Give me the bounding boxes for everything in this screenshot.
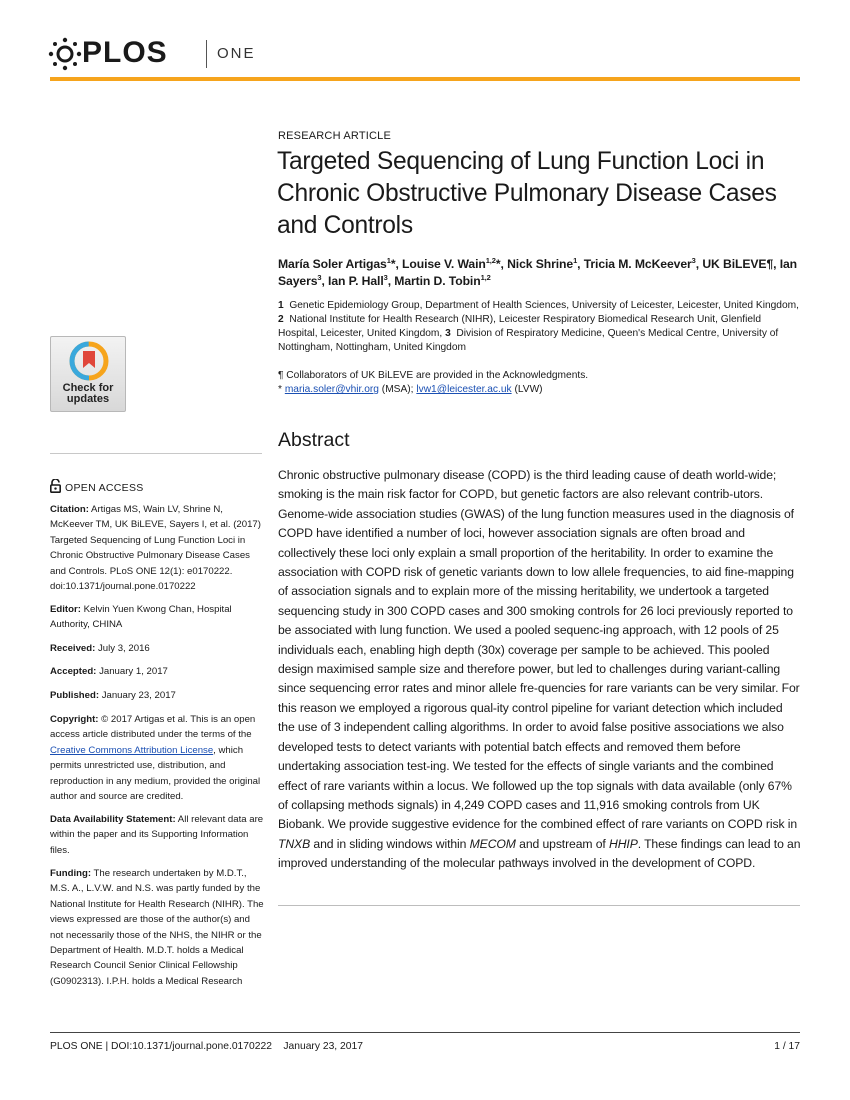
affiliation-text: Division of Respiratory Medicine, Queen's Medical Centre, University of Nottingham, Nottingham, United Kingdom bbox=[278, 328, 779, 353]
author-affiliation-mark: 1 bbox=[386, 255, 391, 265]
author-name: Louise V. Wain bbox=[402, 257, 486, 271]
author-affiliation-mark: 3 bbox=[383, 272, 388, 282]
author-name: Ian P. Hall bbox=[328, 274, 384, 288]
copyright-block: Copyright: © 2017 Artigas et al. This is an open access article distributed under the terms of the Creative Commons Attribution License, which permits unrestricted use, distribution, and reproduction in any medium, provided the original author and source are credited. bbox=[50, 714, 261, 803]
email-link-msa[interactable]: maria.soler@vhir.org bbox=[284, 384, 379, 395]
accepted-block: Accepted: January 1, 2017 bbox=[50, 666, 168, 677]
header-rule bbox=[50, 77, 800, 81]
published-block: Published: January 23, 2017 bbox=[50, 690, 176, 701]
check-for-updates-button[interactable] bbox=[50, 336, 126, 412]
author-affiliation-mark: 1,2 bbox=[480, 272, 491, 282]
author-name: Ian Sayers bbox=[278, 257, 798, 288]
affiliation-number: 2 bbox=[278, 314, 284, 325]
footer-citation: PLOS ONE | DOI:10.1371/journal.pone.0170222 January 23, 2017 bbox=[50, 1041, 363, 1052]
abstract-heading: Abstract bbox=[278, 429, 350, 451]
author-affiliation-mark: 3 bbox=[317, 272, 322, 282]
plos-sun-icon bbox=[48, 37, 82, 71]
author-name: María Soler Artigas bbox=[278, 257, 387, 271]
sidebar-rule bbox=[50, 453, 262, 454]
collaborators-note bbox=[278, 369, 802, 397]
journal-name: ONE bbox=[217, 45, 256, 62]
author-name: Nick Shrine bbox=[507, 257, 574, 271]
author-list: María Soler Artigas$^1$*, Louise V. Wain$^{1,2}$*, Nick Shrine$^1$, Tricia M. McKeever$^3$, UK BiLEVE¶, Ian Sayers$^3$, Ian P. Hall$^3$, Martin D. Tobin$^{1,2}$ bbox=[278, 255, 798, 288]
gene-tnxb: TNXB bbox=[278, 836, 311, 851]
affiliation-number: 1 bbox=[278, 300, 284, 311]
plos-one-logo bbox=[48, 34, 288, 74]
open-lock-icon bbox=[50, 479, 61, 493]
license-link[interactable]: Creative Commons Attribution License bbox=[50, 744, 214, 756]
footer-rule bbox=[50, 1032, 800, 1033]
data-availability-block: Data Availability Statement: All relevant data are within the paper and its Supporting Information files. bbox=[50, 814, 264, 856]
abstract-rule bbox=[278, 905, 800, 906]
author-name: UK BiLEVE bbox=[702, 257, 767, 271]
gene-mecom: MECOM bbox=[469, 836, 516, 851]
corresponding-emails: * maria.soler@vhir.org (MSA); lvw1@leicester.ac.uk (LVW) bbox=[278, 384, 543, 395]
page-number: 1 / 17 bbox=[774, 1041, 800, 1052]
author-affiliation-mark: 1 bbox=[573, 255, 578, 265]
collaborators-text: ¶ Collaborators of UK BiLEVE are provided in the Acknowledgments. bbox=[278, 370, 589, 381]
affiliation-number: 3 bbox=[445, 328, 451, 339]
gene-hhip: HHIP bbox=[609, 836, 638, 851]
article-title: Targeted Sequencing of Lung Function Loci in Chronic Obstructive Pulmonary Disease Cases and Controls bbox=[277, 148, 777, 239]
author-affiliation-mark: 1,2 bbox=[485, 255, 496, 265]
received-block: Received: July 3, 2016 bbox=[50, 643, 150, 654]
article-type: RESEARCH ARTICLE bbox=[278, 130, 392, 142]
open-access-badge: OPEN ACCESS bbox=[50, 479, 144, 494]
author-affiliation-mark: 3 bbox=[691, 255, 696, 265]
author-name: Tricia M. McKeever bbox=[583, 257, 692, 271]
logo-divider bbox=[206, 40, 207, 68]
funding-block: Funding: The research undertaken by M.D.T., M.S. A., L.V.W. and N.S. was partly funded by the National Institute for Health Research (NIHR). The views expressed are those of the author(s) and not necessarily those of the NHS, the NIHR or the Department of Health. M.D.T. holds a Medical Research Council Senior Clinical Fellowship (G0902313). I.P.H. holds a Medical Research bbox=[50, 868, 264, 987]
crossmark-label: Check for updates bbox=[62, 382, 114, 405]
logo-word: PLOS bbox=[82, 36, 168, 69]
affiliation-text: National Institute for Health Research (NIHR), Leicester Respiratory Biomedical Research Unit, Glenfield Hospital, Leicester, United Kingdom, bbox=[278, 314, 761, 339]
email-link-lvw[interactable]: lvw1@leicester.ac.uk bbox=[416, 384, 512, 395]
editor-block: Editor: Kelvin Yuen Kwong Chan, Hospital Authority, CHINA bbox=[50, 604, 232, 631]
author-name: Martin D. Tobin bbox=[394, 274, 481, 288]
abstract-text: Chronic obstructive pulmonary disease (COPD) is the third leading cause of death world-wide; smoking is the main risk factor for COPD, but genetic factors are also relevant contrib-utors. Genome-wide association studies (GWAS) of the lung function measures used in the diagnosis of COPD have identified a number of loci, however association signals are often broad and collectively these loci only explain a small proportion of the heritability. In order to examine the association with COPD risk of genetic variants down to low allele frequencies, to aid fine-mapping of association signals and to explain more of the missing heritability, we undertook a targeted sequencing study in 300 COPD cases and 300 smoking controls for 26 loci previously reported to be associated with lung function. We used a pooled sequenc-ing approach, with 12 pools of 25 individuals each, enabling high depth (30x) coverage per sample to be achieved. This pooled design maximised sample size and therefore power, but led to challenges during variant-calling since sequencing error rates and minor allele fre-quencies for rare variants can be very similar. For this reason we employed a rigorous qual-ity control pipeline for variant detection which included the use of 3 independent calling algorithms. In order to avoid false positive associations we also developed tests to detect variants with potential batch effects and removed them before undertaking association test-ing. We tested for the effects of single variants and the combined effect of rare variants within a locus. We followed up the top signals with data available (only 67% of collapsing methods signals) in 4,249 COPD cases and 11,916 smoking controls from UK Biobank. We provide suggestive evidence for the combined effect of rare variants on COPD risk in TNXB and in sliding windows within MECOM and upstream of HHIP. These findings can lead to an improved understanding of the molecular pathways involved in the development of COPD. bbox=[278, 468, 801, 871]
affiliation-text: Genetic Epidemiology Group, Department of Health Sciences, University of Leicester, Leicester, United Kingdom, bbox=[283, 300, 799, 311]
citation-block: Citation: Artigas MS, Wain LV, Shrine N, McKeever TM, UK BiLEVE, Sayers I, et al. (2017) Targeted Sequencing of Lung Function Loci in Chronic Obstructive Pulmonary Disease Cases and Controls. PLoS ONE 12(1): e0170222. doi:10.1371/journal.pone.0170222 bbox=[50, 504, 261, 593]
affiliations bbox=[278, 299, 802, 355]
crossmark-icon bbox=[69, 341, 109, 381]
